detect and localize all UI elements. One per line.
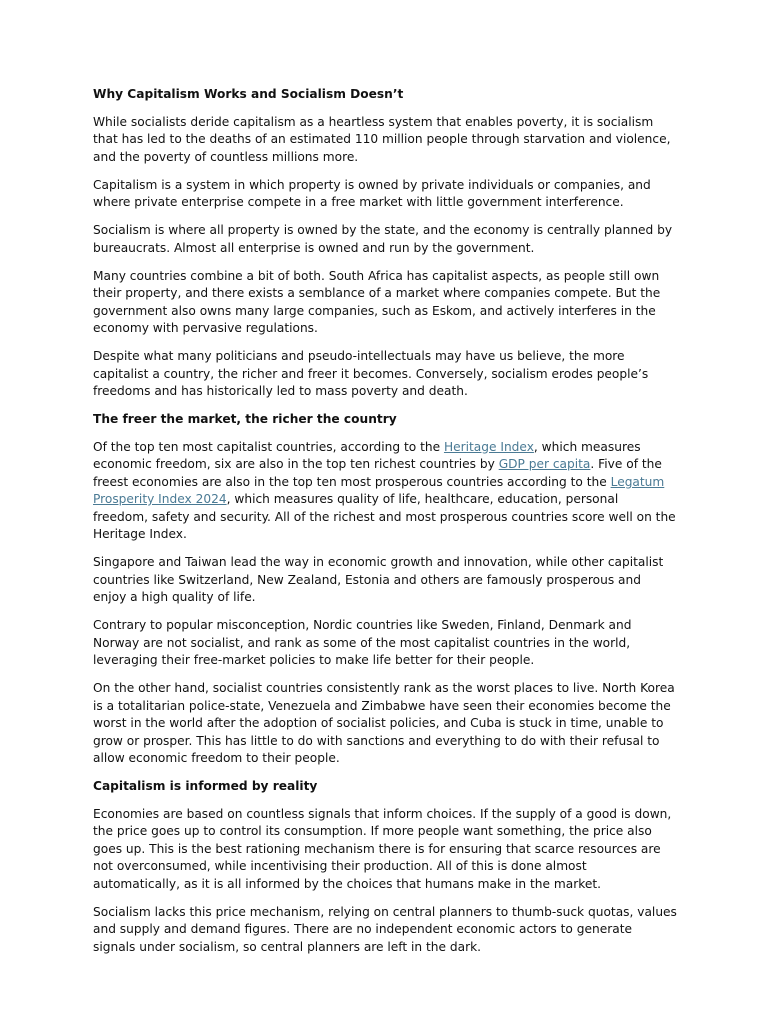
paragraph-mixed-economies: Many countries combine a bit of both. South Africa has capitalist aspects, as people still own their property, and there exists a semblance of a market where companies compete. But the government also owns many large companies, such as Eskom, and actively interferes in the economy with pervasive regulations. (93, 268, 661, 335)
paragraph-singapore-taiwan: Singapore and Taiwan lead the way in economic growth and innovation, while other capitalist countries like Switzerland, New Zealand, Estonia and others are famously prosperous and enjoy a high quality of life. (93, 555, 664, 604)
paragraph-rankings-text-2: , which measures economic freedom, six are also in the top ten richest countries by (93, 439, 641, 471)
paragraph-capitalism-freedom: Despite what many politicians and pseudo-intellectuals may have us believe, the more capitalist a country, the richer and freer it becomes. Conversely, socialism erodes people’s freedoms and has historically led to mass poverty and death. (93, 349, 649, 398)
paragraph-nordic-countries: Contrary to popular misconception, Nordic countries like Sweden, Finland, Denmark and Norway are not socialist, and rank as some of the most capitalist countries in the world, leveraging their free-market policies to make life better for their people. (93, 618, 632, 667)
paragraph-rankings-text-1: Of the top ten most capitalist countries, according to the (93, 439, 444, 454)
gdp-per-capita-link[interactable]: GDP per capita (498, 457, 591, 471)
paragraph-rankings-text-4: , which measures quality of life, healthcare, education, personal freedom, safety and security. All of the richest and most prosperous countries score well on the Heritage Index. (93, 492, 676, 541)
paragraph-central-planners: Socialism lacks this price mechanism, relying on central planners to thumb-suck quotas, values and supply and demand figures. There are no independent economic actors to generate signals under socialism, so central planners are left in the dark. (93, 904, 677, 954)
paragraph-socialism-definition: Socialism is where all property is owned by the state, and the economy is centrally planned by bureaucrats. Almost all enterprise is owned and run by the government. (93, 223, 673, 255)
document-title: Why Capitalism Works and Socialism Doesn’t (93, 87, 404, 101)
paragraph-intro: While socialists deride capitalism as a heartless system that enables poverty, it is socialism that has led to the deaths of an estimated 110 million people through starvation and violence, and the poverty of countless millions more. (93, 114, 671, 164)
heritage-index-link[interactable]: Heritage Index (443, 439, 534, 454)
section-heading-informed-by-reality: Capitalism is informed by reality (93, 779, 318, 793)
paragraph-price-signals: Economies are based on countless signals that inform choices. If the supply of a good is down, the price goes up to control its consumption. If more people want something, the price also goes up. This is the best rationing mechanism there is for ensuring that scarce resources are not overconsumed, while incentivising their production. All of this is done almost automatically, as it is all informed by the choices that humans make in the market. (93, 806, 672, 891)
paragraph-rankings-text-3: . Five of the freest economies are also in the top ten most prosperous countries according to the (93, 457, 662, 489)
legatum-prosperity-index-link[interactable]: Legatum Prosperity Index 2024 (93, 474, 665, 506)
paragraph-rankings (93, 439, 677, 544)
section-heading-freer-market: The freer the market, the richer the country (93, 412, 397, 426)
document-body (93, 86, 677, 967)
paragraph-socialist-countries: On the other hand, socialist countries consistently rank as the worst places to live. North Korea is a totalitarian police-state, Venezuela and Zimbabwe have seen their economies become the worst in the world after the adoption of socialist policies, and Cuba is stuck in time, unable to grow or prosper. This has little to do with sanctions and everything to do with their refusal to allow economic freedom to their people. (93, 681, 675, 765)
paragraph-capitalism-definition: Capitalism is a system in which property is owned by private individuals or companies, and where private enterprise compete in a free market with little government interference. (93, 177, 651, 209)
